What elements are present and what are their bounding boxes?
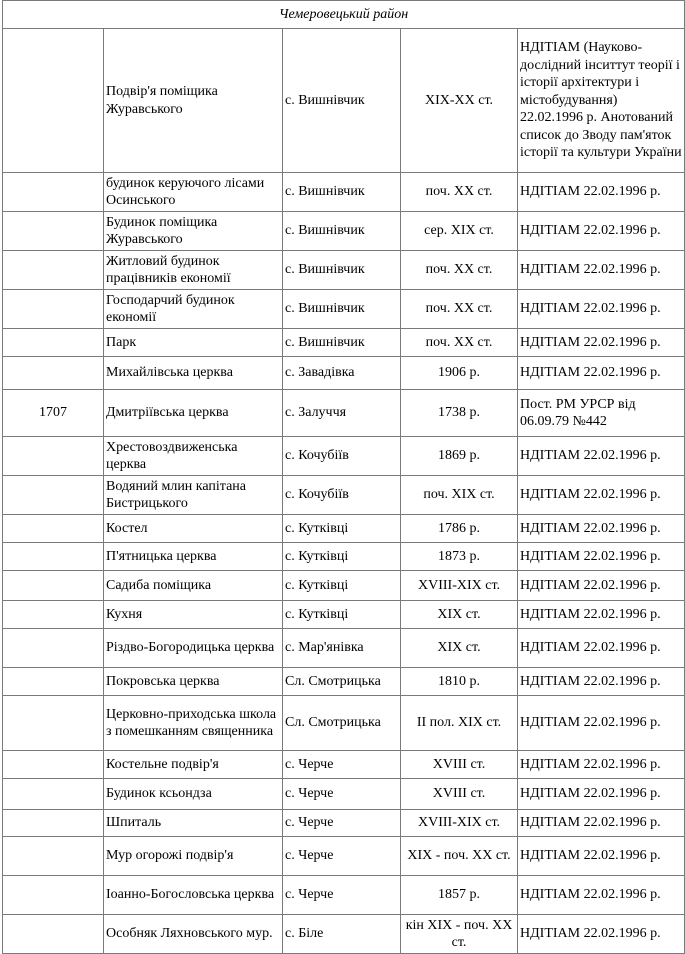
cell-location: Сл. Смотрицька (283, 668, 401, 696)
monuments-table (2, 0, 685, 954)
table-row (3, 876, 685, 915)
cell-location: с. Завадівка (283, 357, 401, 390)
cell-date: поч. XX ст. (401, 173, 518, 212)
cell-date: 1810 р. (401, 668, 518, 696)
table-row (3, 476, 685, 515)
cell-source: НДІТІАМ 22.02.1996 р. (518, 212, 685, 251)
table-row (3, 696, 685, 751)
cell-date: поч. XX ст. (401, 329, 518, 357)
table-row (3, 212, 685, 251)
cell-monument-name: Костел (104, 515, 283, 543)
table-row (3, 290, 685, 329)
cell-date: 1869 р. (401, 437, 518, 476)
cell-date: поч. XIX ст. (401, 476, 518, 515)
table-row (3, 629, 685, 668)
table-row (3, 515, 685, 543)
cell-number (3, 779, 104, 810)
table-row (3, 251, 685, 290)
cell-monument-name: Парк (104, 329, 283, 357)
cell-number (3, 476, 104, 515)
cell-date: 1738 р. (401, 390, 518, 437)
cell-source: НДІТІАМ 22.02.1996 р. (518, 668, 685, 696)
cell-monument-name: Дмитріївська церква (104, 390, 283, 437)
cell-source: НДІТІАМ (Науково-дослідний інситтут теорії і історії архітектури і містобудування) 22.02.1996 р. Анотований список до Зводу пам'яток історії та культури України (518, 29, 685, 173)
district-title: Чемеровецький район (3, 1, 685, 29)
table-row (3, 571, 685, 601)
cell-location: с. Вишнівчик (283, 251, 401, 290)
cell-monument-name: Господарчий будинок економії (104, 290, 283, 329)
cell-location: с. Залуччя (283, 390, 401, 437)
cell-monument-name: Садиба поміщика (104, 571, 283, 601)
cell-monument-name: Кухня (104, 601, 283, 629)
cell-source: НДІТІАМ 22.02.1996 р. (518, 437, 685, 476)
cell-number (3, 668, 104, 696)
cell-date: поч. XX ст. (401, 251, 518, 290)
cell-source: НДІТІАМ 22.02.1996 р. (518, 571, 685, 601)
cell-source: НДІТІАМ 22.02.1996 р. (518, 810, 685, 837)
table-row (3, 915, 685, 954)
cell-number (3, 601, 104, 629)
cell-monument-name: Михайлівська церква (104, 357, 283, 390)
cell-date: 1857 р. (401, 876, 518, 915)
cell-source: НДІТІАМ 22.02.1996 р. (518, 357, 685, 390)
cell-monument-name: Хрестовоздвиженська церква (104, 437, 283, 476)
cell-monument-name: Мур огорожі подвір'я (104, 837, 283, 876)
cell-location: с. Вишнівчик (283, 212, 401, 251)
cell-monument-name: Іоанно-Богословська церква (104, 876, 283, 915)
cell-date: 1873 р. (401, 543, 518, 571)
cell-number (3, 515, 104, 543)
cell-monument-name: Будинок поміщика Журавського (104, 212, 283, 251)
cell-date: 1906 р. (401, 357, 518, 390)
cell-date: сер. XIX ст. (401, 212, 518, 251)
cell-date: XVIII ст. (401, 779, 518, 810)
cell-date: XVIII ст. (401, 751, 518, 779)
cell-monument-name: будинок керуючого лісами Осинського (104, 173, 283, 212)
cell-source: НДІТІАМ 22.02.1996 р. (518, 543, 685, 571)
cell-number (3, 751, 104, 779)
table-row (3, 837, 685, 876)
cell-number (3, 212, 104, 251)
table-row (3, 390, 685, 437)
cell-location: с. Черче (283, 837, 401, 876)
cell-location: с. Вишнівчик (283, 290, 401, 329)
cell-source: НДІТІАМ 22.02.1996 р. (518, 915, 685, 954)
cell-location: с. Вишнівчик (283, 173, 401, 212)
cell-location: с. Кутківці (283, 543, 401, 571)
cell-location: с. Черче (283, 876, 401, 915)
cell-number (3, 543, 104, 571)
cell-location: с. Кутківці (283, 515, 401, 543)
cell-location: Сл. Смотрицька (283, 696, 401, 751)
cell-date: XIX-XX ст. (401, 29, 518, 173)
table-row (3, 779, 685, 810)
cell-number (3, 29, 104, 173)
cell-location: с. Черче (283, 779, 401, 810)
cell-monument-name: Церковно-приходська школа з помешканням священника (104, 696, 283, 751)
cell-date: кін XIX - поч. XX ст. (401, 915, 518, 954)
cell-number (3, 251, 104, 290)
cell-monument-name: Водяний млин капітана Бистрицького (104, 476, 283, 515)
cell-source: НДІТІАМ 22.02.1996 р. (518, 290, 685, 329)
cell-date: XIX - поч. XX ст. (401, 837, 518, 876)
cell-location: с. Вишнівчик (283, 329, 401, 357)
cell-monument-name: Будинок ксьондза (104, 779, 283, 810)
cell-source: НДІТІАМ 22.02.1996 р. (518, 696, 685, 751)
cell-location: с. Мар'янівка (283, 629, 401, 668)
table-row (3, 668, 685, 696)
cell-source: НДІТІАМ 22.02.1996 р. (518, 629, 685, 668)
table-row (3, 810, 685, 837)
cell-source: НДІТІАМ 22.02.1996 р. (518, 476, 685, 515)
cell-location: с. Біле (283, 915, 401, 954)
cell-source: НДІТІАМ 22.02.1996 р. (518, 779, 685, 810)
cell-location: с. Кутківці (283, 601, 401, 629)
cell-source: Пост. РМ УРСР від 06.09.79 №442 (518, 390, 685, 437)
table-row (3, 29, 685, 173)
cell-source: НДІТІАМ 22.02.1996 р. (518, 837, 685, 876)
table-row (3, 357, 685, 390)
cell-number (3, 696, 104, 751)
cell-number (3, 915, 104, 954)
cell-monument-name: Покровська церква (104, 668, 283, 696)
table-row (3, 751, 685, 779)
cell-number (3, 290, 104, 329)
cell-number (3, 810, 104, 837)
cell-number (3, 173, 104, 212)
table-row (3, 329, 685, 357)
cell-location: с. Кутківці (283, 571, 401, 601)
cell-monument-name: Житловий будинок працівників економії (104, 251, 283, 290)
cell-number (3, 876, 104, 915)
cell-source: НДІТІАМ 22.02.1996 р. (518, 329, 685, 357)
cell-number (3, 437, 104, 476)
cell-date: 1786 р. (401, 515, 518, 543)
cell-source: НДІТІАМ 22.02.1996 р. (518, 173, 685, 212)
cell-number (3, 837, 104, 876)
cell-source: НДІТІАМ 22.02.1996 р. (518, 251, 685, 290)
cell-number: 1707 (3, 390, 104, 437)
cell-location: с. Кочубіїв (283, 476, 401, 515)
cell-monument-name: Костельне подвір'я (104, 751, 283, 779)
cell-source: НДІТІАМ 22.02.1996 р. (518, 876, 685, 915)
table-row (3, 437, 685, 476)
cell-monument-name: Особняк Ляхновського мур. (104, 915, 283, 954)
cell-monument-name: Різдво-Богородицька церква (104, 629, 283, 668)
cell-location: с. Кочубіїв (283, 437, 401, 476)
table-body (3, 1, 685, 954)
cell-location: с. Вишнівчик (283, 29, 401, 173)
cell-monument-name: Шпиталь (104, 810, 283, 837)
cell-location: с. Черче (283, 751, 401, 779)
cell-date: II пол. XIX ст. (401, 696, 518, 751)
cell-date: XVIII-XIX ст. (401, 571, 518, 601)
cell-date: XVIII-XIX ст. (401, 810, 518, 837)
cell-date: поч. XX ст. (401, 290, 518, 329)
cell-source: НДІТІАМ 22.02.1996 р. (518, 601, 685, 629)
cell-number (3, 629, 104, 668)
table-row (3, 601, 685, 629)
district-header-row (3, 1, 685, 29)
cell-monument-name: Подвір'я поміщика Журавського (104, 29, 283, 173)
table-row (3, 543, 685, 571)
cell-date: XIX ст. (401, 629, 518, 668)
cell-monument-name: П'ятницька церква (104, 543, 283, 571)
table-row (3, 173, 685, 212)
cell-location: с. Черче (283, 810, 401, 837)
cell-number (3, 357, 104, 390)
cell-date: XIX ст. (401, 601, 518, 629)
cell-number (3, 571, 104, 601)
cell-number (3, 329, 104, 357)
cell-source: НДІТІАМ 22.02.1996 р. (518, 751, 685, 779)
cell-source: НДІТІАМ 22.02.1996 р. (518, 515, 685, 543)
